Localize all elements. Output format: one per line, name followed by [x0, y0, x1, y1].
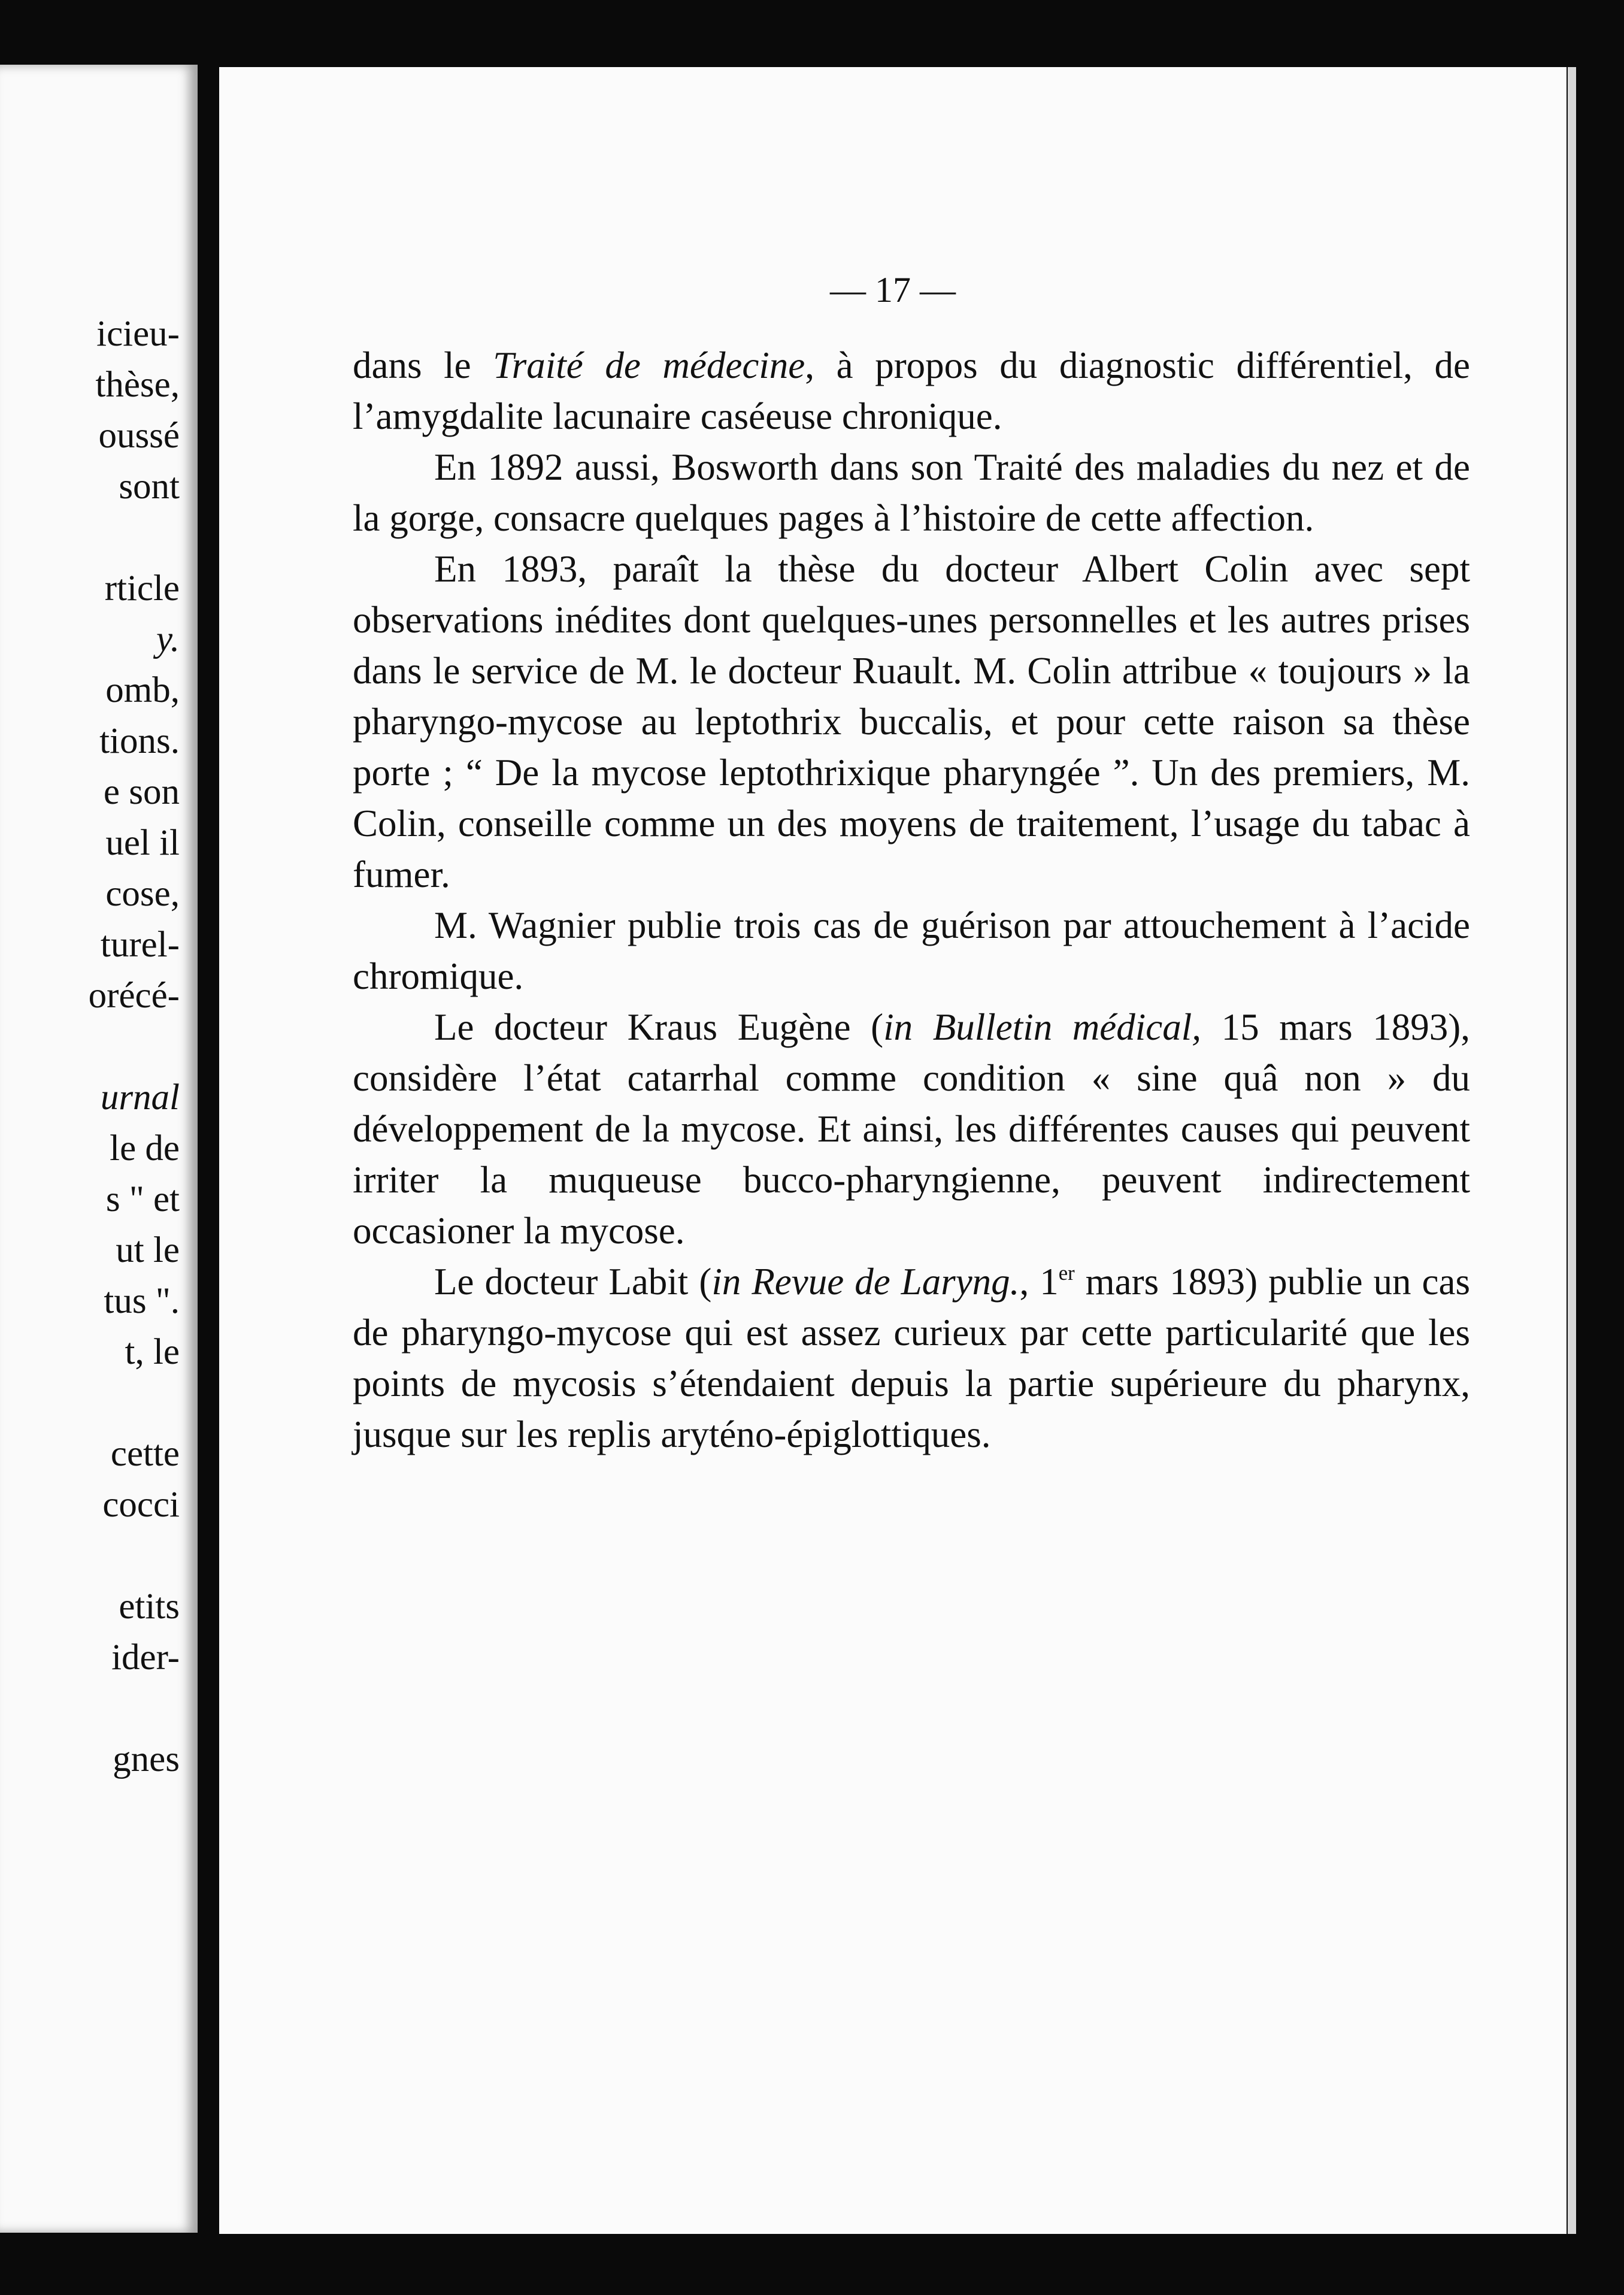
paragraph-3: En 1893, paraît la thèse du docteur Albert Colin avec sept observations inédites dont quelques-unes personnelles et les autres prises dans le service de M. le docteur Ruault. M. Colin attribue « toujours » la pharyngo-mycose au leptothrix buccalis, et pour cette raison sa thèse porte ; “ De la mycose leptothrixique pharyngée ”. Un des premiers, M. Colin, conseille comme un des moyens de traitement, l’usage du tabac à fumer.: [353, 548, 1470, 895]
left-page-line: y.: [156, 619, 180, 659]
right-page: [219, 67, 1567, 2234]
left-page-line: etits: [119, 1586, 180, 1627]
left-page-line: le de: [110, 1128, 180, 1168]
paragraph-5: Le docteur Kraus Eugène (in Bulletin médical, 15 mars 1893), considère l’état catarrhal comme condition « sine quâ non » du développement de la mycose. Et ainsi, les différentes causes qui peuvent irriter la muqueuse bucco-pharyngienne, peuvent indirectement occasioner la mycose.: [353, 1006, 1470, 1252]
paragraph-2: En 1892 aussi, Bosworth dans son Traité des maladies du nez et de la gorge, consacre quelques pages à l’histoire de cette affection.: [353, 446, 1470, 539]
paragraph-6: Le docteur Labit (in Revue de Laryng., 1er mars 1893) publie un cas de pharyngo-mycose qui est assez curieux par cette particularité que les points de mycosis s’étendaient depuis la partie supérieure du pharynx, jusque sur les replis aryténo-épiglottiques.: [353, 1261, 1471, 1455]
left-page-line: urnal: [100, 1077, 180, 1118]
body-text: [353, 340, 1470, 1460]
left-page-line: thèse,: [95, 365, 180, 405]
left-page-line: rticle: [104, 568, 180, 608]
left-page-line: orécé-: [88, 976, 180, 1016]
paragraph-1: dans le Traité de médecine, à propos du diagnostic différentiel, de l’amygdalite lacunaire caséeuse chronique.: [353, 344, 1470, 437]
left-page-line: ut le: [116, 1230, 180, 1270]
left-page-line: cette: [110, 1434, 180, 1474]
left-page-line: sont: [119, 467, 180, 507]
left-page-line: gnes: [113, 1739, 180, 1779]
left-page-line: omb,: [105, 670, 180, 710]
left-page-line: icieu-: [96, 314, 180, 354]
left-page-line: ider-: [111, 1637, 180, 1678]
left-page-line: tions.: [99, 721, 180, 761]
left-page-line: tus ".: [104, 1281, 180, 1321]
left-page-line: uel il: [105, 823, 180, 863]
page-number: — 17 —: [830, 270, 956, 310]
page-edge: [1568, 67, 1576, 2234]
left-page-line: s " et: [105, 1179, 180, 1219]
left-page-line: oussé: [98, 416, 180, 456]
paragraph-4: M. Wagnier publie trois cas de guérison par attouchement à l’acide chromique.: [353, 904, 1470, 997]
left-page-line: turel-: [100, 925, 180, 965]
left-page: [0, 65, 198, 2233]
left-page-line: cocci: [102, 1485, 180, 1525]
left-page-line: cose,: [105, 874, 180, 914]
left-page-line: t, le: [125, 1332, 180, 1372]
left-page-line: e son: [103, 772, 180, 812]
